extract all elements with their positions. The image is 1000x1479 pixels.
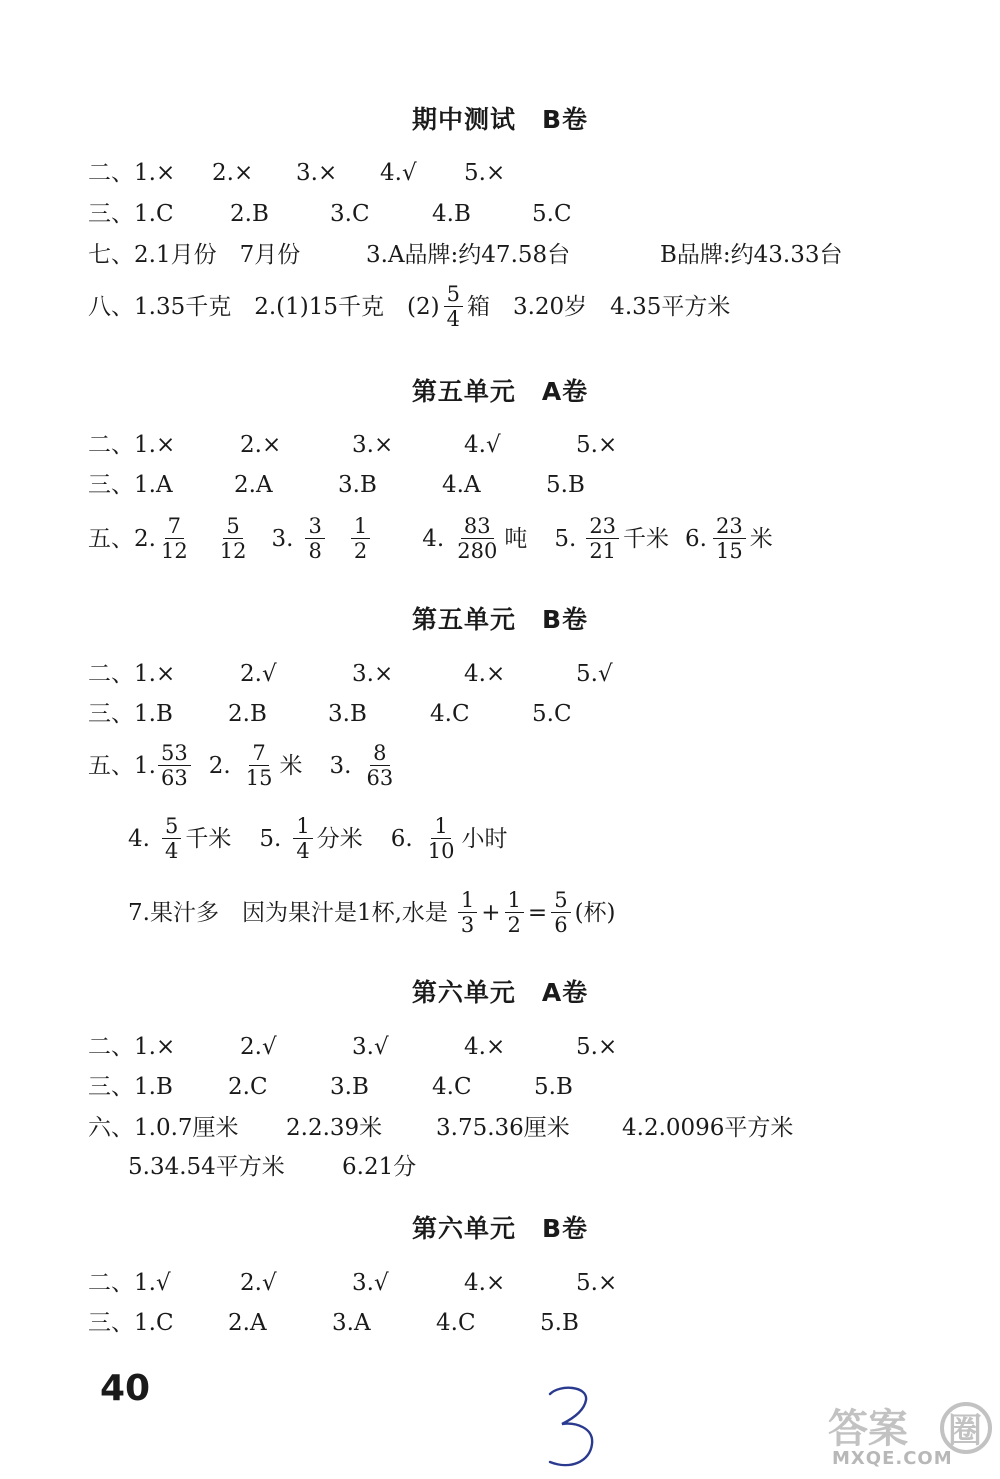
answer-text: 3. <box>271 525 294 552</box>
answer-item: 二、1.× <box>88 1034 176 1060</box>
answer-item: 3.× <box>352 661 394 687</box>
svg-text:圈: 圈 <box>948 1411 982 1451</box>
answer-unit: 吨 <box>504 525 528 552</box>
watermark-domain: MXQE.COM <box>832 1448 953 1469</box>
answer-item: 3.× <box>296 160 338 186</box>
answer-text: 五、1. <box>88 752 156 779</box>
answer-text: 5. <box>259 825 282 852</box>
fraction: $\frac{53}{63}$ <box>158 741 191 790</box>
answer-item: 二、1.× <box>88 432 176 458</box>
answer-line-with-fraction <box>88 282 730 331</box>
answer-item: 三、1.C <box>88 201 174 227</box>
answer-line <box>88 470 585 500</box>
answer-line <box>88 240 843 270</box>
answer-line <box>88 1072 573 1102</box>
section-title-unit6-b: 第六单元 B卷 <box>411 1214 589 1243</box>
fraction: $\frac{5}{6}$ <box>551 888 570 937</box>
answer-unit: 分米 <box>316 825 363 852</box>
answer-item: 4.√ <box>380 160 417 186</box>
answer-line <box>88 1308 579 1338</box>
answer-line <box>88 430 617 460</box>
answer-text: 3. <box>329 752 352 779</box>
answer-line <box>88 199 572 229</box>
answer-line-with-fraction <box>128 814 507 863</box>
answer-unit: 千米 <box>623 525 670 552</box>
answer-line <box>128 1152 416 1182</box>
answer-item: 5.× <box>576 432 618 458</box>
answer-item: 4.2.0096平方米 <box>622 1115 794 1141</box>
fraction: $\frac{5}{12}$ <box>219 514 247 563</box>
answer-item: 2.A <box>234 472 273 498</box>
answer-item: 3.√ <box>352 1034 389 1060</box>
answer-item: 3.A <box>332 1310 371 1336</box>
page-number: 40 <box>100 1368 151 1409</box>
answer-item: 4.× <box>464 661 506 687</box>
answer-unit: 米 <box>749 525 773 552</box>
answer-line-with-fraction <box>88 514 773 563</box>
fraction: $\frac{1}{2}$ <box>351 514 370 563</box>
answer-unit: 米 <box>279 752 303 779</box>
fraction: $\frac{3}{8}$ <box>305 514 324 563</box>
answer-item: 5.× <box>576 1034 618 1060</box>
answer-item: 5.√ <box>576 661 613 687</box>
answer-item: 4.C <box>436 1310 476 1336</box>
answer-line-with-fraction <box>128 888 616 937</box>
fraction: $\frac{1}{10}$ <box>427 814 455 863</box>
answer-item: 3.B <box>328 701 367 727</box>
answer-item: 3.A品牌:约47.58台 <box>366 242 571 268</box>
answer-text: 7.果汁多 因为果汁是1杯,水是 <box>128 899 448 926</box>
answer-item: 2.× <box>212 160 254 186</box>
answer-item: 2.√ <box>240 1034 277 1060</box>
fraction: $\frac{8}{63}$ <box>366 741 394 790</box>
answer-item: 4.B <box>432 201 471 227</box>
answer-item: 5.34.54平方米 <box>128 1154 285 1180</box>
answer-item: B品牌:约43.33台 <box>660 242 843 268</box>
fraction: $\frac{7}{12}$ <box>161 514 188 563</box>
answer-line <box>88 1268 617 1298</box>
answer-item: 5.× <box>576 1270 618 1296</box>
answer-text: 2. <box>208 752 231 779</box>
answer-text: 五、2. <box>88 525 156 552</box>
fraction: $\frac{23}{15}$ <box>713 514 746 563</box>
fraction: $\frac{23}{21}$ <box>586 514 619 563</box>
answer-text: 箱 3.20岁 4.35平方米 <box>466 293 731 320</box>
answer-item: 3.√ <box>352 1270 389 1296</box>
answer-item: 2.2.39米 <box>286 1115 383 1141</box>
answer-item: 2.C <box>228 1074 268 1100</box>
answer-item: 4.A <box>442 472 481 498</box>
fraction: $\frac{1}{4}$ <box>293 814 312 863</box>
answer-item: 5.× <box>464 160 506 186</box>
answer-item: 3.B <box>330 1074 369 1100</box>
answer-item: 三、1.B <box>88 1074 173 1100</box>
answer-item: 2.A <box>228 1310 267 1336</box>
equals-sign: = <box>527 899 548 926</box>
answer-item: 2.√ <box>240 661 277 687</box>
fraction: $\frac{1}{2}$ <box>505 888 524 937</box>
answer-item: 二、1.× <box>88 661 176 687</box>
answer-item: 三、1.A <box>88 472 173 498</box>
answer-line <box>88 1113 793 1143</box>
answer-item: 3.75.36厘米 <box>436 1115 570 1141</box>
answer-text: 5. <box>554 525 577 552</box>
section-title-unit6-a: 第六单元 A卷 <box>411 978 589 1007</box>
answer-text: 6. <box>390 825 413 852</box>
answer-item: 5.C <box>532 201 572 227</box>
svg-text:答案: 答案 <box>828 1406 908 1452</box>
answer-item: 2.B <box>228 701 267 727</box>
answer-text: 4. <box>422 525 445 552</box>
answer-line <box>88 699 572 729</box>
fraction: $\frac{5}{4}$ <box>444 282 463 331</box>
answer-item: 2.B <box>230 201 269 227</box>
answer-item: 4.C <box>430 701 470 727</box>
answer-item: 4.√ <box>464 432 501 458</box>
answer-unit: 小时 <box>461 825 508 852</box>
fraction: $\frac{83}{280}$ <box>457 514 498 563</box>
answer-line <box>88 659 613 689</box>
answer-item: 5.C <box>532 701 572 727</box>
answer-item: 3.B <box>338 472 377 498</box>
answer-text: 6. <box>685 525 707 552</box>
answer-item: 5.B <box>534 1074 573 1100</box>
plus-sign: + <box>481 899 501 926</box>
answer-text: 4. <box>128 825 150 852</box>
answer-text: 八、1.35千克 2.(1)15千克 (2) <box>88 293 440 320</box>
answer-item: 4.× <box>464 1270 506 1296</box>
answer-item: 二、1.√ <box>88 1270 171 1296</box>
section-title-midterm-b: 期中测试 B卷 <box>411 105 589 134</box>
answer-item: 三、1.B <box>88 701 173 727</box>
answer-item: 5.B <box>546 472 585 498</box>
section-title-unit5-b: 第五单元 B卷 <box>411 605 589 634</box>
answer-line <box>88 1032 617 1062</box>
answer-item: 6.21分 <box>342 1154 417 1180</box>
answer-item: 六、1.0.7厘米 <box>88 1115 239 1141</box>
answer-item: 2.× <box>240 432 282 458</box>
answer-item: 七、2.1月份 7月份 <box>88 242 301 268</box>
handwritten-three-mark <box>536 1380 606 1475</box>
answer-line <box>88 158 505 188</box>
fraction: $\frac{5}{4}$ <box>162 814 181 863</box>
answer-item: 5.B <box>540 1310 579 1336</box>
answer-item: 2.√ <box>240 1270 277 1296</box>
answer-item: 4.× <box>464 1034 506 1060</box>
answer-item: 4.C <box>432 1074 472 1100</box>
answer-item: 二、1.× <box>88 160 176 186</box>
fraction: $\frac{7}{15}$ <box>245 741 273 790</box>
answer-item: 3.× <box>352 432 394 458</box>
answer-unit: (杯) <box>574 899 616 926</box>
answer-item: 三、1.C <box>88 1310 174 1336</box>
answer-item: 3.C <box>330 201 370 227</box>
answer-unit: 千米 <box>185 825 232 852</box>
fraction: $\frac{1}{3}$ <box>458 888 477 937</box>
section-title-unit5-a: 第五单元 A卷 <box>411 377 589 406</box>
answer-line-with-fraction <box>88 741 400 790</box>
